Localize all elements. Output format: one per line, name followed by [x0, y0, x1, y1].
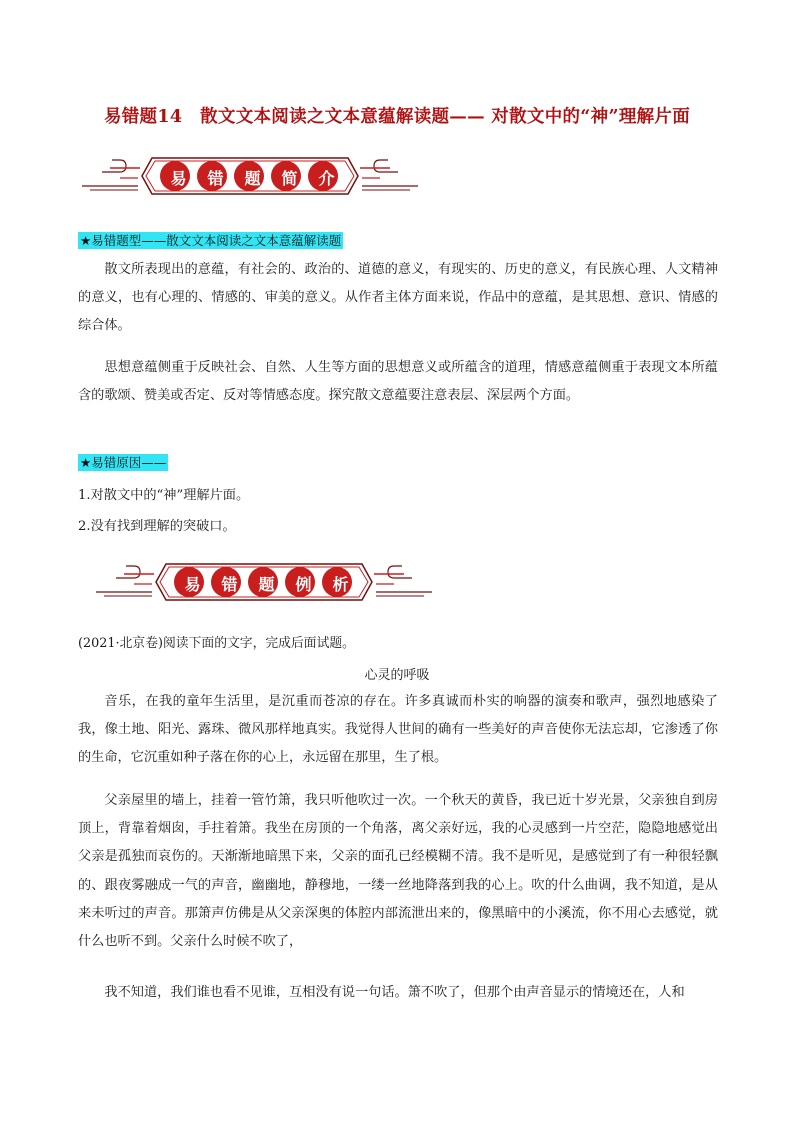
article-paragraph: 父亲屋里的墙上，挂着一管竹箫，我只听他吹过一次。一个秋天的黄昏，我已近十岁光景，父亲独自到房顶上，背靠着烟囱，手拄着箫。我坐在房顶的一个角落，离父亲好远，我的心灵感到一片空茫，隐隐地感觉出父亲是孤独而哀伤的。天渐渐地暗黑下来，父亲的面孔已经模糊不清。我不是听见，是感觉到了有一种很轻飘的、跟夜雾融成一气的声音，幽幽地，静穆地，一缕一丝地降落到我的心上。吹的什么曲调，我不知道，是从来未听过的声音。那箫声仿佛是从父亲深奥的体腔内部流泄出来的，像黑暗中的小溪流，你不用心去感觉，就什么也听不到。父亲什么时候不吹了，	[78, 793, 718, 950]
list-item: 1.对散文中的“神”理解片面。	[78, 488, 250, 503]
list-item: 2.没有找到理解的突破口。	[78, 519, 236, 534]
paragraph: 散文所表现出的意蕴，有社会的、政治的、道德的意义，有现实的、历史的意义，有民族心理、人文精神的意义，也有心理的、情感的、审美的意义。从作者主体方面来说，作品中的意蕴，是其思想、意识、情感的综合体。	[78, 262, 718, 334]
section-heading-reason	[78, 452, 168, 471]
highlighted-heading: ★易错题型——散文文本阅读之文本意蕴解读题	[80, 233, 342, 248]
banner-char: 易	[170, 169, 187, 188]
banner-char: 题	[244, 169, 261, 188]
banner-char: 析	[332, 575, 349, 594]
banner-char: 例	[295, 575, 312, 594]
section-heading-type	[78, 230, 343, 249]
paragraph: 思想意蕴侧重于反映社会、自然、人生等方面的思想意义或所蕴含的道理，情感意蕴侧重于表现文本所蕴含的歌颂、赞美或否定、反对等情感态度。探究散文意蕴要注意表层、深层两个方面。	[78, 360, 718, 404]
example-source: (2021·北京卷)阅读下面的文字，完成后面试题。	[78, 636, 355, 651]
highlighted-heading: ★易错原因——	[80, 455, 167, 470]
article-paragraph: 我不知道，我们谁也看不见谁，互相没有说一句话。箫不吹了，但那个由声音显示的情境还在，人和	[104, 985, 685, 1000]
article-title: 心灵的呼吸	[364, 668, 430, 683]
banner-char: 题	[258, 575, 275, 594]
banner-char: 错	[221, 575, 238, 594]
document-title: 易错题14 散文文本阅读之文本意蕴解读题—— 对散文中的“神”理解片面	[103, 107, 691, 127]
article-paragraph: 音乐，在我的童年生活里，是沉重而苍凉的存在。许多真诚而朴实的响器的演奏和歌声，强烈地感染了我，像土地、阳光、露珠、微风那样地真实。我觉得人世间的确有一些美好的声音使你无法忘却，它渗透了你的生命，它沉重如种子落在你的心上，永远留在那里，生了根。	[78, 694, 718, 766]
section-banner-intro	[80, 150, 420, 202]
banner-char: 错	[207, 169, 224, 188]
banner-char: 简	[281, 169, 298, 188]
banner-char: 介	[318, 169, 335, 188]
banner-char: 易	[184, 575, 201, 594]
